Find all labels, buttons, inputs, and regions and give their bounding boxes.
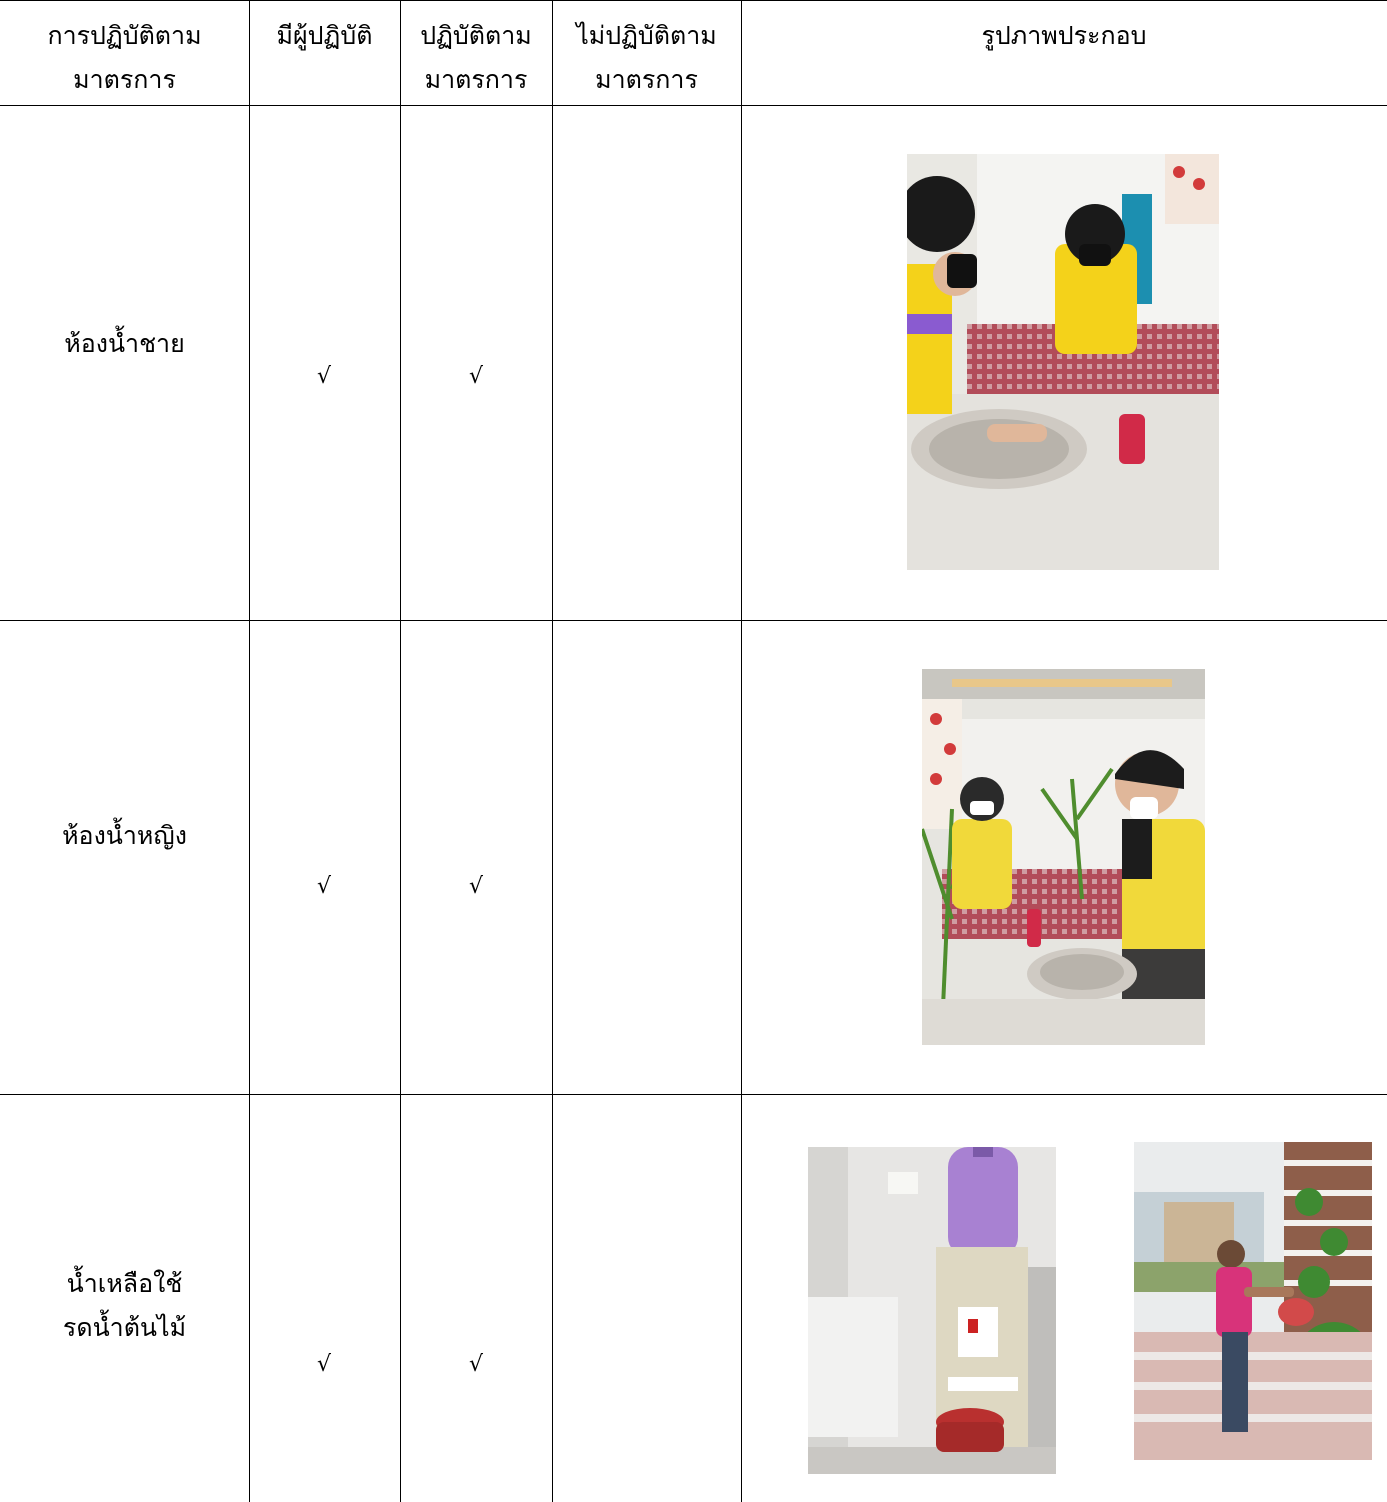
row-divider xyxy=(0,620,1387,621)
row-measure xyxy=(0,322,249,366)
photo-men-restroom xyxy=(907,154,1219,570)
check-complies: √ xyxy=(468,364,484,389)
row-measure-line: ห้องน้ำหญิง xyxy=(62,821,187,850)
row-divider xyxy=(0,1094,1387,1095)
header-measure-line1: การปฏิบัติตาม xyxy=(47,21,202,50)
header-photos-label: รูปภาพประกอบ xyxy=(981,21,1147,50)
col-divider xyxy=(741,0,742,1502)
col-divider xyxy=(249,0,250,1502)
check-has-practitioner: √ xyxy=(316,1352,332,1377)
row-measure-line: น้ำเหลือใช้ xyxy=(66,1269,183,1298)
col-divider xyxy=(552,0,553,1502)
header-has-practitioner-label: มีผู้ปฏิบัติ xyxy=(276,21,373,50)
header-measure xyxy=(0,14,249,102)
header-complies-line1: ปฏิบัติตาม xyxy=(420,21,532,50)
col-divider xyxy=(400,0,401,1502)
row-measure-line: ห้องน้ำชาย xyxy=(64,329,185,358)
header-measure-line2: มาตรการ xyxy=(73,65,176,94)
row-measure-line: รดน้ำต้นไม้ xyxy=(62,1313,187,1342)
header-divider xyxy=(0,105,1387,106)
header-complies xyxy=(400,14,552,102)
header-complies-line2: มาตรการ xyxy=(424,65,528,94)
table-border-top xyxy=(0,0,1387,1)
header-photos xyxy=(741,14,1387,58)
header-not-comply-line1: ไม่ปฏิบัติตาม xyxy=(576,21,717,50)
row-measure xyxy=(0,814,249,858)
row-measure xyxy=(0,1262,249,1350)
header-not-comply xyxy=(552,14,741,102)
header-has-practitioner xyxy=(249,14,400,58)
check-complies: √ xyxy=(468,874,484,899)
check-has-practitioner: √ xyxy=(316,364,332,389)
photo-water-dispenser xyxy=(808,1147,1056,1474)
check-complies: √ xyxy=(468,1352,484,1377)
photo-women-restroom xyxy=(922,669,1205,1045)
photo-watering-plants xyxy=(1134,1142,1372,1460)
header-not-comply-line2: มาตรการ xyxy=(595,65,698,94)
check-has-practitioner: √ xyxy=(316,874,332,899)
